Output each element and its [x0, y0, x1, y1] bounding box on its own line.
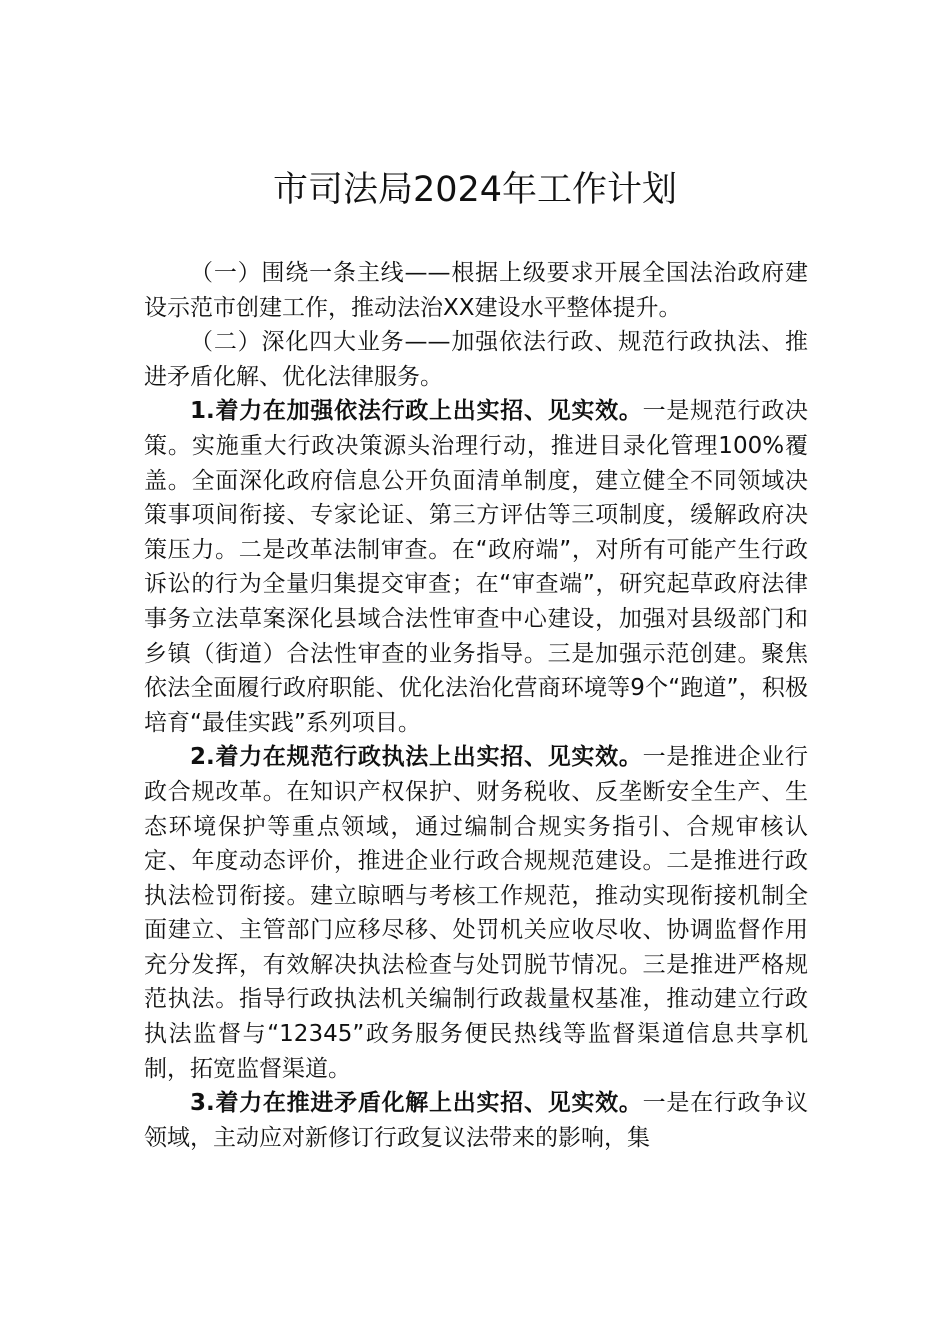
paragraph-four-businesses	[144, 325, 808, 394]
paragraph-administration-by-law	[144, 394, 808, 740]
paragraph-lead: 1.着力在加强依法行政上出实招、见实效。	[190, 398, 643, 425]
paragraph-text: （二）深化四大业务——加强依法行政、规范行政执法、推进矛盾化解、优化法律服务。	[144, 329, 808, 390]
document-title: 市司法局2024年工作计划	[272, 170, 678, 210]
paragraph-text: 一是在行政争议领域，主动应对新修订行政复议法带来的影响，集	[144, 1090, 809, 1151]
document-body	[144, 256, 808, 1155]
paragraph-main-line	[144, 256, 808, 325]
paragraph-text: 一是推进企业行政合规改革。在知识产权保护、财务税收、反垄断安全生产、生态环境保护等重点领域，通过编制合规实务指引、合规审核认定、年度动态评价，推进企业行政合规规范建设。二是推进行政执法检罚衔接。建立晾晒与考核工作规范，推动实现衔接机制全面建立、主管部门应移尽移、处罚机关应收尽收、协调监督作用充分发挥，有效解决执法检查与处罚脱节情况。三是推进严格规范执法。指导行政执法机关编制行政裁量权基准，推动建立行政执法监督与“12345”政务服务便民热线等监督渠道信息共享机制，拓宽监督渠道。	[144, 744, 809, 1082]
paragraph-text: （一）围绕一条主线——根据上级要求开展全国法治政府建设示范市创建工作，推动法治XX建设水平整体提升。	[144, 260, 808, 321]
paragraph-conflict-resolution	[144, 1086, 808, 1155]
paragraph-law-enforcement	[144, 740, 808, 1086]
paragraph-text: 一是规范行政决策。实施重大行政决策源头治理行动，推进目录化管理100%覆盖。全面深化政府信息公开负面清单制度，建立健全不同领域决策事项间衔接、专家论证、第三方评估等三项制度，缓解政府决策压力。二是改革法制审查。在“政府端”，对所有可能产生行政诉讼的行为全量归集提交审查；在“审查端”，研究起草政府法律事务立法草案深化县域合法性审查中心建设，加强对县级部门和乡镇（街道）合法性审查的业务指导。三是加强示范创建。聚焦依法全面履行政府职能、优化法治化营商环境等9个“跑道”，积极培育“最佳实践”系列项目。	[144, 398, 809, 736]
paragraph-lead: 2.着力在规范行政执法上出实招、见实效。	[190, 744, 643, 771]
paragraph-lead: 3.着力在推进矛盾化解上出实招、见实效。	[190, 1090, 643, 1117]
